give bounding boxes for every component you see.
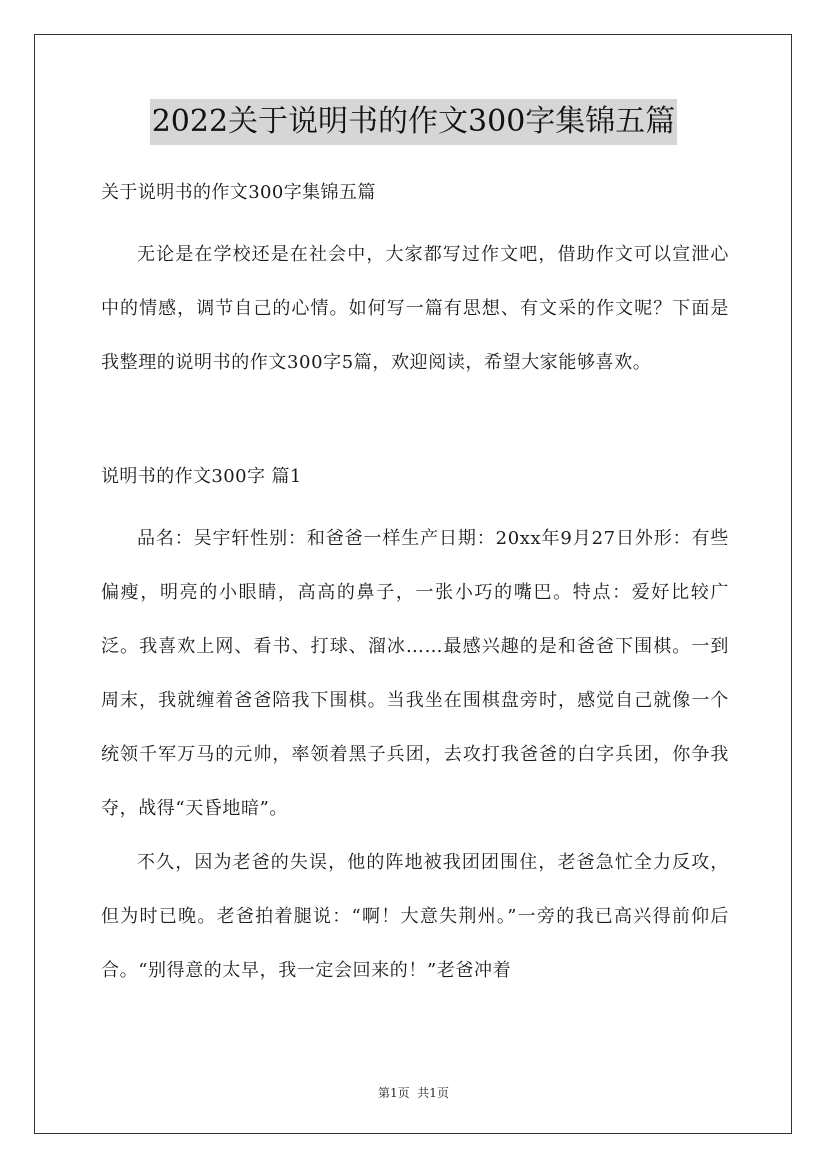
title-container [0,99,827,145]
document-title: 2022关于说明书的作文300字集锦五篇 [150,99,678,145]
page-footer: 第1页 共1页 [378,1086,449,1100]
section-heading: 说明书的作文300字 篇1 [101,466,302,487]
body-paragraph: 品名：吴宇轩性别：和爸爸一样生产日期：20xx年9月27日外形：有些偏瘦，明亮的小眼睛，高高的鼻子，一张小巧的嘴巴。特点：爱好比较广泛。我喜欢上网、看书、打球、溜冰……最感兴趣的是和爸爸下围棋。一到周末，我就缠着爸爸陪我下围棋。当我坐在围棋盘旁时，感觉自己就像一个统领千军万马的元帅，率领着黑子兵团，去攻打我爸爸的白字兵团，你争我夺，战得“天昏地暗”。 [101,528,729,819]
body-paragraph: 不久，因为老爸的失误，他的阵地被我团团围住，老爸急忙全力反攻，但为时已晚。老爸拍着腿说：“啊！大意失荆州。”一旁的我已高兴得前仰后合。“别得意的太早，我一定会回来的！”老爸冲着 [101,852,729,981]
document-body [101,174,729,998]
intro-paragraph: 无论是在学校还是在社会中，大家都写过作文吧，借助作文可以宣泄心中的情感，调节自己的心情。如何写一篇有思想、有文采的作文呢？下面是我整理的说明书的作文300字5篇，欢迎阅读，希望大家能够喜欢。 [101,244,729,373]
document-subtitle: 关于说明书的作文300字集锦五篇 [101,182,376,203]
